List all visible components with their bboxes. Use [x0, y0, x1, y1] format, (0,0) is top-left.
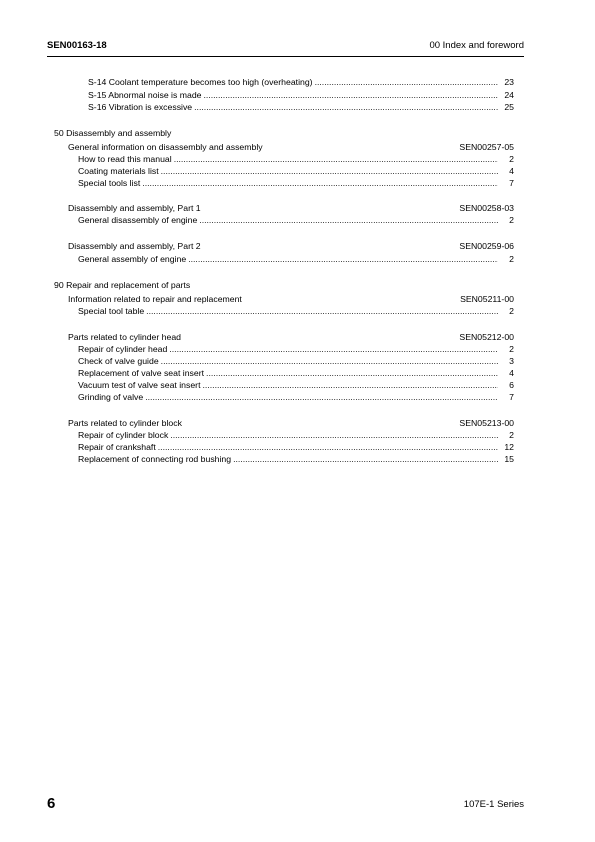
toc-entry-page: 25 [504, 102, 514, 112]
toc-entry-page: 4 [509, 166, 514, 176]
toc-entry-page: 2 [509, 430, 514, 440]
toc-group-header[interactable] [68, 240, 514, 252]
toc-entry-page: 2 [509, 154, 514, 164]
page-number: 6 [47, 795, 56, 812]
leader-dots [194, 101, 498, 113]
series-label: 107E-1 Series [463, 799, 524, 810]
group-title: Disassembly and assembly, Part 2 [68, 241, 201, 251]
toc-entry-text: General assembly of engine [78, 254, 187, 264]
leader-dots [188, 253, 498, 265]
toc-entry[interactable] [78, 453, 514, 465]
toc-entry[interactable] [78, 305, 514, 317]
section-heading: 50 Disassembly and assembly [54, 128, 172, 138]
group-code: SEN05211-00 [460, 294, 514, 304]
group-title: Disassembly and assembly, Part 1 [68, 203, 201, 213]
section-title: 00 Index and foreword [429, 40, 524, 51]
leader-dots [203, 379, 499, 391]
toc-group-header[interactable] [68, 141, 514, 153]
toc-entry[interactable] [78, 391, 514, 403]
toc-entry-page: 12 [504, 442, 514, 452]
group-code: SEN00259-06 [459, 241, 514, 251]
toc-entry-text: Grinding of valve [78, 392, 144, 402]
group-code: SEN05212-00 [459, 332, 514, 342]
toc-entry[interactable] [78, 165, 514, 177]
toc-entry-text: Replacement of connecting rod bushing [78, 454, 232, 464]
toc-entry[interactable] [78, 355, 514, 367]
toc-entry-text: Special tool table [78, 306, 145, 316]
toc-entry[interactable] [78, 429, 514, 441]
toc-entry[interactable] [78, 379, 514, 391]
toc-entry-text: Vacuum test of valve seat insert [78, 380, 201, 390]
toc-entry[interactable] [88, 76, 514, 88]
group-title: General information on disassembly and assembly [68, 142, 263, 152]
toc-entry-page: 2 [509, 306, 514, 316]
leader-dots [233, 453, 498, 465]
leader-dots [161, 165, 498, 177]
toc-entry[interactable] [88, 101, 514, 113]
toc-entry-page: 2 [509, 344, 514, 354]
toc-entry-text: S-15 Abnormal noise is made [88, 90, 202, 100]
leader-dots [145, 391, 498, 403]
toc-entry-text: Coating materials list [78, 166, 159, 176]
group-code: SEN05213-00 [459, 418, 514, 428]
leader-dots [174, 153, 498, 165]
toc-entry[interactable] [78, 441, 514, 453]
toc-entry-page: 2 [509, 254, 514, 264]
toc-entry-page: 23 [504, 77, 514, 87]
toc-entry-page: 7 [509, 178, 514, 188]
toc-entry[interactable] [78, 367, 514, 379]
leader-dots [315, 76, 498, 88]
leader-dots [206, 367, 498, 379]
toc-entry-page: 7 [509, 392, 514, 402]
toc-entry-page: 15 [504, 454, 514, 464]
toc-entry-page: 24 [504, 90, 514, 100]
page-footer [47, 795, 524, 815]
document-code: SEN00163-18 [47, 40, 107, 51]
toc-entry-text: Special tools list [78, 178, 141, 188]
toc-entry-text: S-16 Vibration is excessive [88, 102, 193, 112]
toc-entry[interactable] [78, 153, 514, 165]
toc-entry-page: 6 [509, 380, 514, 390]
leader-dots [169, 343, 498, 355]
toc-group-header[interactable] [68, 331, 514, 343]
group-title: Information related to repair and replacement [68, 294, 242, 304]
leader-dots [158, 441, 498, 453]
toc-entry[interactable] [78, 253, 514, 265]
group-code: SEN00257-05 [459, 142, 514, 152]
toc-entry[interactable] [78, 214, 514, 226]
leader-dots [203, 89, 498, 101]
toc-entry-page: 3 [509, 356, 514, 366]
toc-entry[interactable] [78, 177, 514, 189]
toc-entry-text: How to read this manual [78, 154, 172, 164]
toc-entry[interactable] [78, 343, 514, 355]
leader-dots [142, 177, 498, 189]
toc-group-header[interactable] [68, 293, 514, 305]
leader-dots [170, 429, 498, 441]
leader-dots [161, 355, 498, 367]
toc-entry-text: Repair of cylinder block [78, 430, 169, 440]
toc-group-header[interactable] [68, 417, 514, 429]
section-heading: 90 Repair and replacement of parts [54, 280, 191, 290]
toc-entry-text: Replacement of valve seat insert [78, 368, 205, 378]
toc-entry-text: General disassembly of engine [78, 215, 198, 225]
toc-entry-text: Repair of cylinder head [78, 344, 168, 354]
toc-entry-text: Repair of crankshaft [78, 442, 156, 452]
leader-dots [146, 305, 498, 317]
toc-group-header[interactable] [68, 202, 514, 214]
group-title: Parts related to cylinder head [68, 332, 182, 342]
toc-entry-page: 2 [509, 215, 514, 225]
toc-entry-text: S-14 Coolant temperature becomes too high (overheating) [88, 77, 313, 87]
leader-dots [199, 214, 498, 226]
toc-entry[interactable] [88, 89, 514, 101]
toc-entry-page: 4 [509, 368, 514, 378]
group-code: SEN00258-03 [459, 203, 514, 213]
toc-entry-text: Check of valve guide [78, 356, 159, 366]
group-title: Parts related to cylinder block [68, 418, 182, 428]
